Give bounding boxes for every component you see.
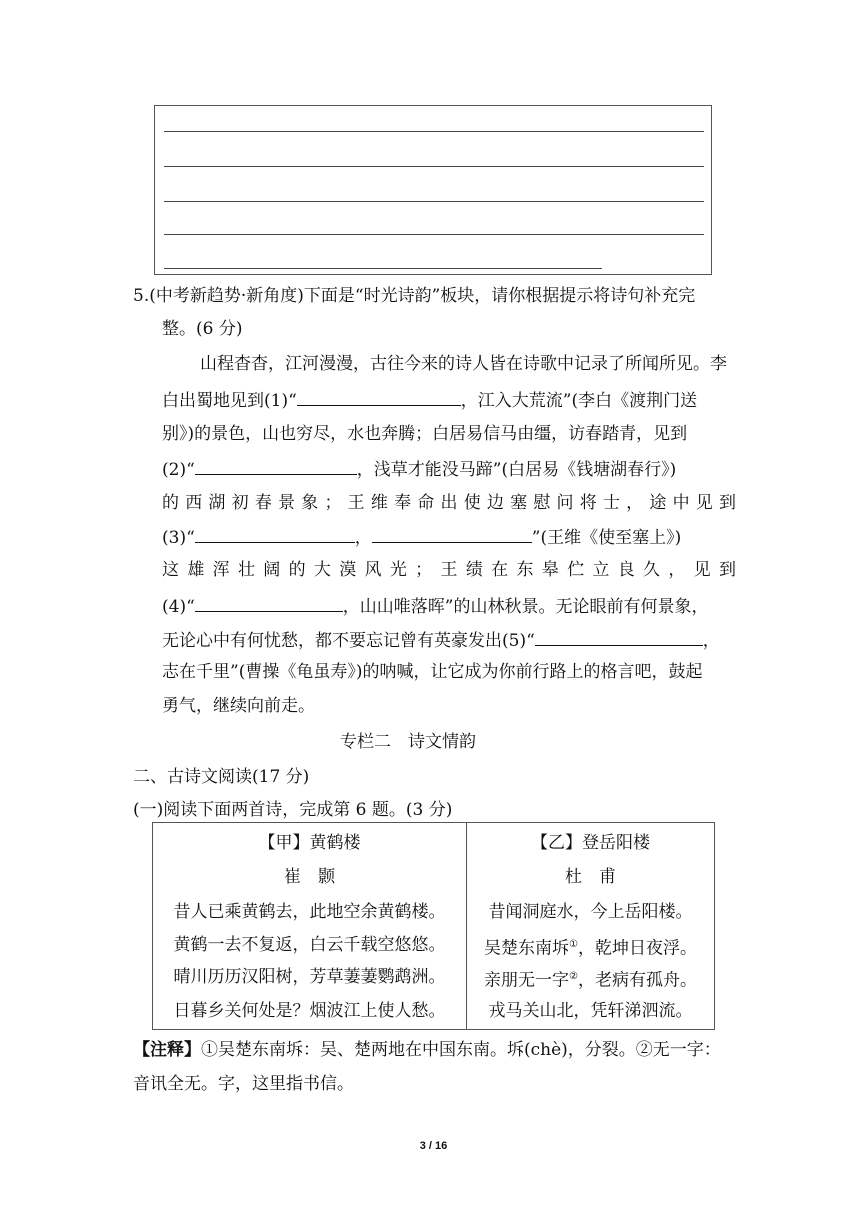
passage-line: 无论心中有何忧愁，都不要忘记曾有英豪发出(5)“ ， bbox=[162, 627, 720, 653]
passage-line: (2)“ ，浅草才能没马蹄”(白居易《钱塘湖春行》) bbox=[162, 456, 676, 482]
passage-line: 的西湖初春景象；王维奉命出使边塞慰问将士，途中见到 bbox=[162, 493, 736, 513]
passage-line: 勇气，继续向前走。 bbox=[162, 696, 315, 716]
page-number: 3 / 16 bbox=[419, 1140, 448, 1152]
poem-yi-line: 戎马关山北，凭轩涕泗流。 bbox=[488, 1001, 693, 1021]
poem-jia-title: 【甲】黄鹤楼 bbox=[258, 833, 361, 853]
answer-line bbox=[164, 166, 704, 167]
poem-jia-author: 崔 颢 bbox=[284, 867, 335, 887]
blank-5[interactable] bbox=[535, 627, 703, 646]
poem-yi-title: 【乙】登岳阳楼 bbox=[531, 833, 650, 853]
notes-line: 音讯全无。字，这里指书信。 bbox=[133, 1074, 354, 1094]
answer-line bbox=[164, 201, 704, 202]
notes-label: 【注释】 bbox=[133, 1040, 201, 1060]
footnote-mark-1: ① bbox=[569, 939, 578, 950]
blank-4[interactable] bbox=[195, 593, 343, 612]
poem-yi-line: 亲朋无一字②，老病有孤舟。 bbox=[484, 970, 697, 991]
blank-3a[interactable] bbox=[195, 524, 355, 543]
poem-jia-line: 黄鹤一去不复返，白云千载空悠悠。 bbox=[173, 935, 446, 955]
passage-line: 别》)的景色，山也穷尽，水也奔腾；白居易信马由缰，访春踏青，见到 bbox=[162, 424, 688, 444]
passage-line: 白出蜀地见到(1)“ ，江入大荒流”(李白《渡荆门送 bbox=[162, 387, 697, 413]
poem-jia-line: 晴川历历汉阳树，芳草萋萋鹦鹉洲。 bbox=[173, 967, 446, 987]
answer-line bbox=[164, 234, 704, 235]
footnote-mark-2: ② bbox=[569, 971, 578, 982]
question-5-stem-cont: 整。(6 分) bbox=[162, 319, 243, 339]
column-title: 专栏二 诗文情韵 bbox=[340, 732, 476, 752]
poem-yi-line: 昔闻洞庭水，今上岳阳楼。 bbox=[488, 902, 693, 922]
answer-line bbox=[164, 131, 704, 132]
passage-line: 志在千里”(曹操《龟虽寿》)的呐喊，让它成为你前行路上的格言吧，鼓起 bbox=[162, 662, 703, 682]
question-5-stem: 5.(中考新趋势·新角度)下面是“时光诗韵”板块，请你根据提示将诗句补充完 bbox=[133, 286, 696, 306]
part-title: 二、古诗文阅读(17 分) bbox=[133, 767, 310, 787]
passage-line: 这雄浑壮阔的大漠风光；王绩在东皋伫立良久，见到 bbox=[162, 560, 736, 580]
passage-line: 山程杳杳，江河漫漫，古往今来的诗人皆在诗歌中记录了所闻所见。李 bbox=[200, 354, 727, 374]
poem-jia-line: 日暮乡关何处是？烟波江上使人愁。 bbox=[173, 1001, 446, 1021]
poem-yi-line: 吴楚东南坼①，乾坤日夜浮。 bbox=[484, 938, 697, 959]
blank-2[interactable] bbox=[195, 456, 357, 475]
passage-line: (4)“ ，山山唯落晖”的山林秋景。无论眼前有何景象， bbox=[162, 593, 708, 619]
answer-line bbox=[164, 268, 602, 269]
blank-3b[interactable] bbox=[372, 524, 532, 543]
passage-line: (3)“ ， ”(王维《使至塞上》) bbox=[162, 524, 681, 550]
blank-1[interactable] bbox=[297, 387, 461, 406]
poem-jia-line: 昔人已乘黄鹤去，此地空余黄鹤楼。 bbox=[173, 902, 446, 922]
poem-yi-author: 杜 甫 bbox=[565, 867, 616, 887]
sub-title: (一)阅读下面两首诗，完成第 6 题。(3 分) bbox=[133, 800, 453, 820]
answer-box bbox=[154, 105, 712, 275]
poem-table bbox=[152, 822, 715, 1030]
notes-line: 【注释】①吴楚东南坼：吴、楚两地在中国东南。坼(chè)，分裂。②无一字： bbox=[133, 1040, 721, 1060]
